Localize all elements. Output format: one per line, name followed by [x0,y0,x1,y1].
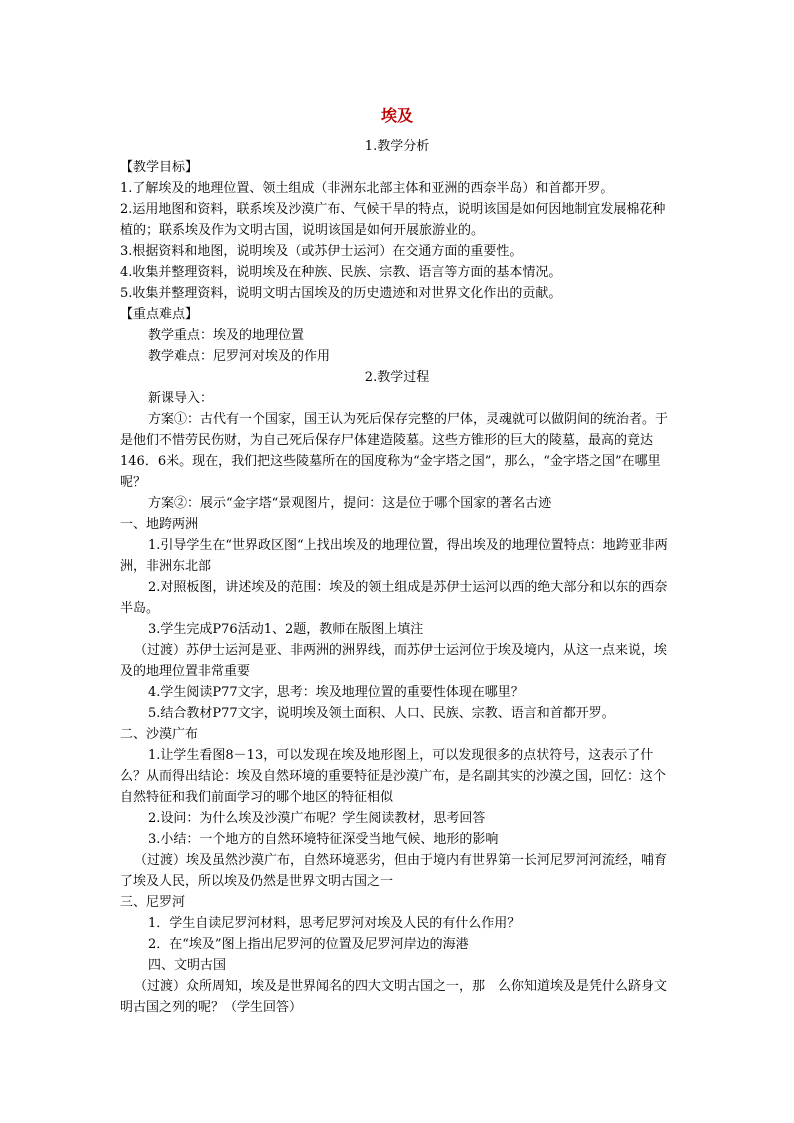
part-two-heading: 二、沙漠广布 [120,727,199,742]
key-point: 教学重点：埃及的地理位置 [148,328,305,343]
paragraph: 5.结合教材P77文字，说明埃及领土面积、人口、民族、宗教、语言和首都开罗。 [148,706,615,721]
intro-label: 新课导入： [148,391,214,406]
key-points-heading: 【重点难点】 [120,307,199,322]
paragraph: 2．在“埃及”图上指出尼罗河的位置及尼罗河岸边的海港 [148,937,469,952]
paragraph: 2.设问：为什么埃及沙漠广布呢？学生阅读教材，思考回答 [148,811,486,826]
document-title: 埃及 [380,106,413,125]
section-heading-analysis: 1.教学分析 [364,139,430,154]
goal-item: 5.收集并整理资料，说明文明古国埃及的历史遗迹和对世界文化作出的贡献。 [120,286,562,301]
goal-item: 1.了解埃及的地理位置、领土组成（非洲东北部主体和亚洲的西奈半岛）和首都开罗。 [120,181,614,196]
goals-list [120,178,674,304]
part-four-heading: 四、文明古国 [148,958,227,973]
difficult-point: 教学难点：尼罗河对埃及的作用 [148,349,331,364]
goal-item: 3.根据资料和地图，说明埃及（或苏伊士运河）在交通方面的重要性。 [120,244,523,259]
paragraph: 1.引导学生在“世界政区图“上找出埃及的地理位置，得出埃及的地理位置特点：地跨亚非两洲，非洲东北部 [120,538,668,574]
section-heading-process: 2.教学过程 [364,370,430,385]
document-body [120,104,674,1018]
plan-two: 方案②：展示“金字塔“景观图片，提问：这是位于哪个国家的著名古迹 [148,496,552,511]
goals-heading: 【教学目标】 [120,160,199,175]
paragraph: （过渡）众所周知，埃及是世界闻名的四大文明古国之一，那 么你知道埃及是凭什么跻身文明古国之列的呢？（学生回答） [120,979,668,1015]
part-one-heading: 一、地跨两洲 [120,517,199,532]
paragraph: 1．学生自读尼罗河材料，思考尼罗河对埃及人民的有什么作用？ [148,916,521,931]
part-four-body [120,976,674,1018]
plan-one: 方案①：古代有一个国家，国王认为死后保存完整的尸体，灵魂就可以做阴间的统治者。于是他们不惜劳民伤财，为自己死后保存尸体建造陵墓。这些方锥形的巨大的陵墓，最高的竟达146．6米。现在，我们把这些陵墓所在的国度称为“金字塔之国”，那么，“金字塔之国”在哪里呢？ [120,412,669,490]
paragraph: （过渡）苏伊士运河是亚、非两洲的洲界线，而苏伊士运河位于埃及境内，从这一点来说，埃及的地理位置非常重要 [120,643,668,679]
paragraph: 1.让学生看图8－13，可以发现在埃及地形图上，可以发现很多的点状符号，这表示了什么？从而得出结论：埃及自然环境的重要特征是沙漠广布，是名副其实的沙漠之国，回忆：这个自然特征和我们前面学习的哪个地区的特征相似 [120,748,667,805]
paragraph: 3.学生完成P76活动1、2题，教师在版图上填注 [148,622,424,637]
part-one-body [120,535,674,724]
paragraph: 3.小结：一个地方的自然环境特征深受当地气候、地形的影响 [148,832,499,847]
part-three-heading: 三、尼罗河 [120,895,186,910]
paragraph: （过渡）埃及虽然沙漠广布，自然环境恶劣，但由于境内有世界第一长河尼罗河河流经，哺育了埃及人民，所以埃及仍然是世界文明古国之一 [120,853,668,889]
goal-item: 4.收集并整理资料，说明埃及在种族、民族、宗教、语言等方面的基本情况。 [120,265,562,280]
goal-item: 2.运用地图和资料，联系埃及沙漠广布、气候干旱的特点，说明该国是如何因地制宜发展棉花种植的；联系埃及作为文明古国，说明该国是如何开展旅游业的。 [120,202,666,238]
part-three-body [120,913,674,955]
part-two-body [120,745,674,892]
paragraph: 4.学生阅读P77文字，思考：埃及地理位置的重要性体现在哪里？ [148,685,524,700]
paragraph: 2.对照板图，讲述埃及的范围：埃及的领土组成是苏伊士运河以西的绝大部分和以东的西奈半岛。 [120,580,668,616]
